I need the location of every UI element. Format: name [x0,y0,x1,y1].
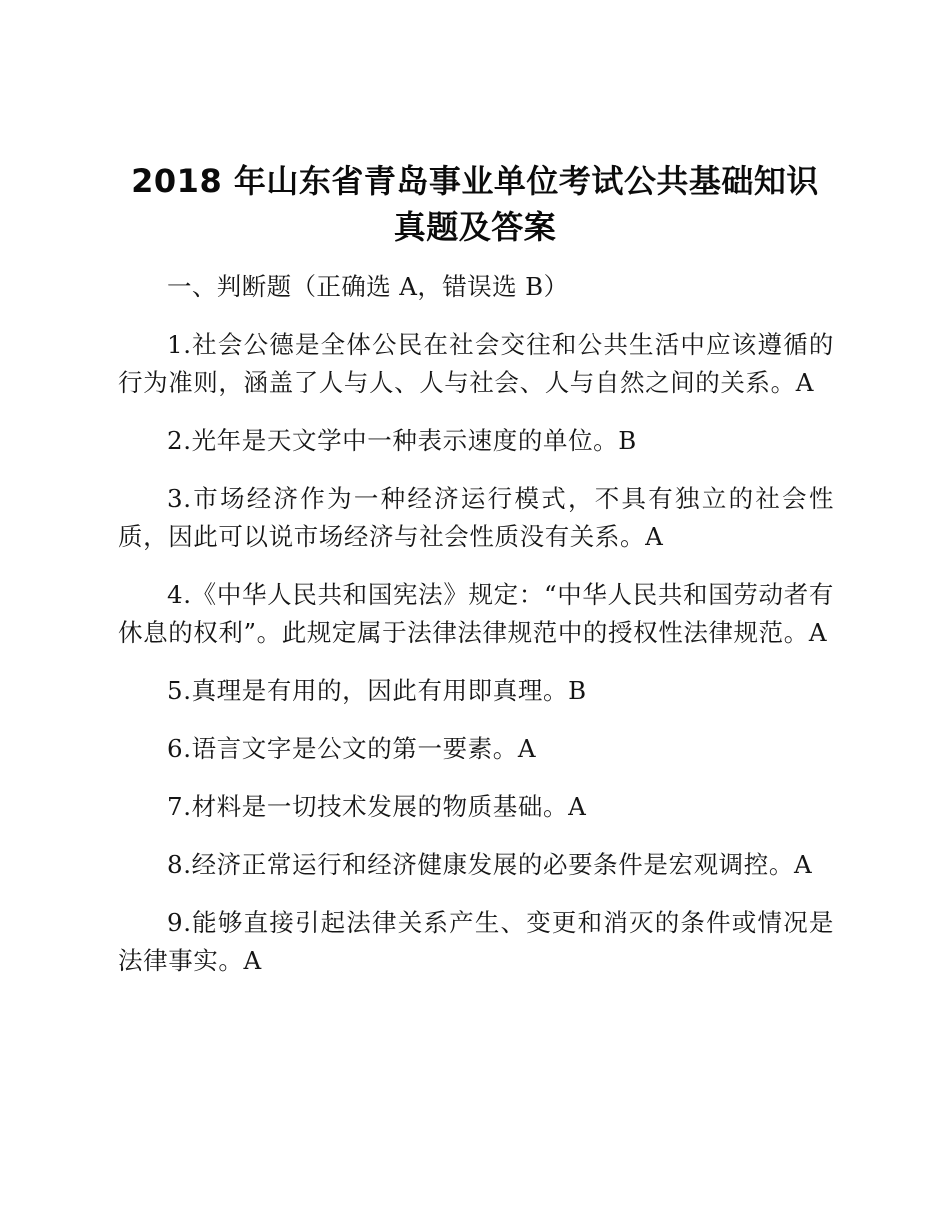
question-6: 6.语言文字是公文的第一要素。A [167,734,537,763]
page-title [118,158,832,250]
question-1: 1.社会公德是全体公民在社会交往和公共生活中应该遵循的行为准则，涵盖了人与人、人与社会、人与自然之间的关系。A [118,330,834,397]
question-2: 2.光年是天文学中一种表示速度的单位。B [167,426,637,455]
question-9: 9.能够直接引起法律关系产生、变更和消灭的条件或情况是法律事实。A [118,908,834,975]
question-5: 5.真理是有用的，因此有用即真理。B [167,676,587,705]
question-4: 4.《中华人民共和国宪法》规定：“中华人民共和国劳动者有休息的权利”。此规定属于法律法律规范中的授权性法律规范。A [118,580,834,647]
section-heading-judgement: 一、判断题（正确选 A，错误选 B） [167,272,569,301]
question-8: 8.经济正常运行和经济健康发展的必要条件是宏观调控。A [167,850,813,879]
question-7: 7.材料是一切技术发展的物质基础。A [167,792,587,821]
page-title-line-1: 2018 年山东省青岛事业单位考试公共基础知识 [131,162,819,200]
question-3: 3.市场经济作为一种经济运行模式，不具有独立的社会性质，因此可以说市场经济与社会性质没有关系。A [118,484,834,551]
page-title-line-2: 真题及答案 [393,208,557,246]
document-body [118,268,834,980]
